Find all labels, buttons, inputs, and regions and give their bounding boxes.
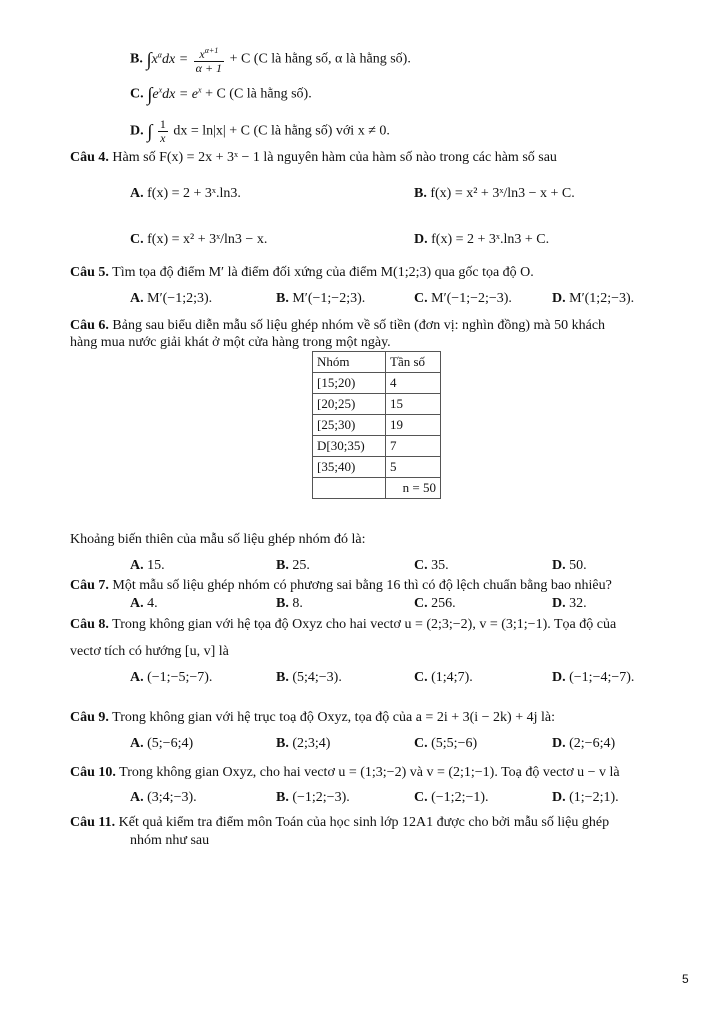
option-label: A. bbox=[130, 670, 144, 685]
table-row bbox=[313, 373, 441, 394]
option-text: (5;5;−6) bbox=[431, 736, 478, 751]
option-label: C. bbox=[414, 291, 428, 306]
option-text: 32. bbox=[569, 596, 587, 611]
option-text: (5;4;−3). bbox=[292, 670, 342, 685]
question-text: Hàm số F(x) = 2x + 3ˣ − 1 là nguyên hàm của hàm số nào trong các hàm số sau bbox=[112, 150, 557, 165]
q8-option-c bbox=[414, 670, 473, 686]
question-6 bbox=[70, 318, 605, 334]
option-text: dx = ln|x| + C (C là hằng số) với x ≠ 0. bbox=[173, 123, 390, 139]
header-cell: Nhóm bbox=[313, 352, 386, 373]
option-text: (3;4;−3). bbox=[147, 790, 197, 805]
option-label: B. bbox=[130, 51, 143, 67]
option-text: M′(1;2;−3). bbox=[569, 291, 635, 306]
integral-sign: ∫ bbox=[147, 121, 153, 143]
option-label: C. bbox=[414, 790, 428, 805]
option-label: B. bbox=[276, 670, 289, 685]
q6-option-d bbox=[552, 558, 587, 574]
q10-option-c bbox=[414, 790, 489, 806]
q5-option-c bbox=[414, 291, 512, 307]
question-5 bbox=[70, 265, 534, 281]
question-label: Câu 6. bbox=[70, 318, 109, 333]
group-cell: D[30;35) bbox=[313, 436, 386, 457]
question-label: Câu 8. bbox=[70, 617, 109, 632]
group-cell bbox=[313, 478, 386, 499]
option-label: D. bbox=[552, 790, 566, 805]
option-text: f(x) = x² + 3ˣ/ln3 − x + C. bbox=[430, 186, 575, 201]
math-expr: $e^xdx = e^x$ bbox=[152, 85, 202, 102]
frequency-table bbox=[312, 351, 441, 499]
question-label: Câu 10. bbox=[70, 765, 116, 780]
integral-sign: ∫ bbox=[146, 49, 152, 71]
option-text: M′(−1;−2;−3). bbox=[431, 291, 512, 306]
option-text: + C (C là hằng số). bbox=[205, 86, 312, 102]
q9-option-c bbox=[414, 736, 477, 752]
option-label: A. bbox=[130, 186, 144, 201]
option-label: B. bbox=[276, 736, 289, 751]
option-text: (1;−2;1). bbox=[569, 790, 619, 805]
q5-option-b bbox=[276, 291, 365, 307]
question-7 bbox=[70, 578, 612, 594]
question-10 bbox=[70, 765, 620, 781]
option-text: M′(−1;−2;3). bbox=[292, 291, 366, 306]
table-header-row bbox=[313, 352, 441, 373]
table-row bbox=[313, 415, 441, 436]
option-label: A. bbox=[130, 736, 144, 751]
question-label: Câu 9. bbox=[70, 710, 109, 725]
page-number: 5 bbox=[682, 972, 689, 986]
q6-option-a bbox=[130, 558, 165, 574]
table-row bbox=[313, 436, 441, 457]
option-text: M′(−1;2;3). bbox=[147, 291, 213, 306]
frequency-cell: 4 bbox=[386, 373, 441, 394]
option-text: 50. bbox=[569, 558, 587, 573]
option-label: C. bbox=[130, 232, 144, 247]
question-label: Câu 7. bbox=[70, 578, 109, 593]
question-text: Trong không gian Oxyz, cho hai vectơ u = (1;3;−2) và v = (2;1;−1). Toạ độ vectơ u − v là bbox=[119, 765, 620, 780]
question-text: Bảng sau biểu diễn mẫu số liệu ghép nhóm về số tiền (đơn vị: nghìn đồng) mà 50 khách bbox=[112, 318, 606, 333]
option-label: D. bbox=[552, 596, 566, 611]
option-text: f(x) = 2 + 3ˣ.ln3. bbox=[147, 186, 241, 201]
option-text: (1;4;7). bbox=[431, 670, 473, 685]
question-label: Câu 11. bbox=[70, 815, 116, 830]
table-row bbox=[313, 478, 441, 499]
fraction: $\frac{1}{x}$ bbox=[159, 117, 166, 145]
frequency-cell: 19 bbox=[386, 415, 441, 436]
option-text: 35. bbox=[431, 558, 449, 573]
q7-option-c bbox=[414, 596, 456, 612]
math-expr: $x^\alpha dx$ = bbox=[151, 50, 189, 67]
q8-option-d bbox=[552, 670, 634, 686]
frequency-cell: 5 bbox=[386, 457, 441, 478]
option-text: 25. bbox=[292, 558, 310, 573]
q6-option-c bbox=[414, 558, 449, 574]
q7-option-b bbox=[276, 596, 303, 612]
q10-option-a bbox=[130, 790, 197, 806]
option-text: (−1;−4;−7). bbox=[569, 670, 635, 685]
fraction: $\frac{x^{\alpha+1}}{\alpha + 1}$ bbox=[195, 46, 223, 75]
option-text: 4. bbox=[147, 596, 158, 611]
option-label: C. bbox=[414, 670, 428, 685]
integral-sign: ∫ bbox=[147, 84, 153, 106]
option-label: D. bbox=[552, 558, 566, 573]
question-text: Tìm tọa độ điểm M′ là điểm đối xứng của điểm M(1;2;3) qua gốc tọa độ O. bbox=[112, 265, 534, 280]
q7-option-a bbox=[130, 596, 158, 612]
question-8-line-2: vectơ tích có hướng [u, v] là bbox=[70, 644, 229, 659]
question-8 bbox=[70, 617, 616, 633]
option-label: B. bbox=[276, 790, 289, 805]
option-text: f(x) = x² + 3ˣ/ln3 − x. bbox=[147, 232, 268, 247]
option-text: (−1;−5;−7). bbox=[147, 670, 213, 685]
option-label: A. bbox=[130, 596, 144, 611]
option-label: C. bbox=[414, 558, 428, 573]
q4-option-c bbox=[130, 232, 267, 248]
option-label: A. bbox=[130, 558, 144, 573]
q9-option-b bbox=[276, 736, 330, 752]
option-label: B. bbox=[276, 291, 289, 306]
option-text: (−1;2;−1). bbox=[431, 790, 489, 805]
option-text: f(x) = 2 + 3ˣ.ln3 + C. bbox=[431, 232, 550, 247]
option-c-row bbox=[130, 82, 312, 104]
total-cell: n = 50 bbox=[386, 478, 441, 499]
option-text: + C (C là hằng số, α là hằng số). bbox=[229, 51, 411, 67]
question-text: Một mẫu số liệu ghép nhóm có phương sai bằng 16 thì có độ lệch chuẩn bằng bao nhiêu? bbox=[112, 578, 612, 593]
question-text: Trong không gian với hệ trục toạ độ Oxyz, tọa độ của a = 2i + 3(i − 2k) + 4j là: bbox=[112, 710, 555, 725]
option-b-row bbox=[130, 44, 411, 75]
table-row bbox=[313, 394, 441, 415]
group-cell: [20;25) bbox=[313, 394, 386, 415]
header-cell: Tần số bbox=[386, 352, 441, 373]
question-6-line-2: hàng mua nước giải khát ở một cửa hàng trong một ngày. bbox=[70, 335, 391, 350]
q6-option-b bbox=[276, 558, 310, 574]
option-label: C. bbox=[414, 596, 428, 611]
option-text: (5;−6;4) bbox=[147, 736, 194, 751]
option-text: (2;−6;4) bbox=[569, 736, 616, 751]
option-text: 15. bbox=[147, 558, 165, 573]
option-label: B. bbox=[414, 186, 427, 201]
option-text: (−1;2;−3). bbox=[292, 790, 350, 805]
q5-option-d bbox=[552, 291, 634, 307]
option-text: 256. bbox=[431, 596, 456, 611]
option-label: D. bbox=[552, 291, 566, 306]
option-text: 8. bbox=[292, 596, 303, 611]
q8-option-b bbox=[276, 670, 342, 686]
q8-option-a bbox=[130, 670, 212, 686]
question-text: Kết quả kiểm tra điểm môn Toán của học sinh lớp 12A1 được cho bởi mẫu số liệu ghép bbox=[118, 815, 610, 830]
frequency-cell: 15 bbox=[386, 394, 441, 415]
question-label: Câu 5. bbox=[70, 265, 109, 280]
table-row bbox=[313, 457, 441, 478]
q4-option-d bbox=[414, 232, 549, 248]
option-label: B. bbox=[276, 558, 289, 573]
question-label: Câu 4. bbox=[70, 150, 109, 165]
option-label: D. bbox=[414, 232, 428, 247]
q10-option-b bbox=[276, 790, 350, 806]
question-4 bbox=[70, 150, 557, 166]
question-11-line-2: nhóm như sau bbox=[130, 833, 210, 848]
q5-option-a bbox=[130, 291, 212, 307]
frequency-cell: 7 bbox=[386, 436, 441, 457]
q9-option-a bbox=[130, 736, 193, 752]
question-6-prompt: Khoảng biến thiên của mẫu số liệu ghép nhóm đó là: bbox=[70, 532, 366, 547]
q9-option-d bbox=[552, 736, 615, 752]
q7-option-d bbox=[552, 596, 587, 612]
q10-option-d bbox=[552, 790, 619, 806]
option-text: (2;3;4) bbox=[292, 736, 331, 751]
question-11 bbox=[70, 815, 609, 831]
option-d-row bbox=[130, 118, 390, 145]
option-label: D. bbox=[552, 670, 566, 685]
option-label: C. bbox=[130, 86, 144, 102]
option-label: B. bbox=[276, 596, 289, 611]
option-label: D. bbox=[552, 736, 566, 751]
question-text: Trong không gian với hệ tọa độ Oxyz cho hai vectơ u = (2;3;−2), v = (3;1;−1). Tọa độ của bbox=[112, 617, 617, 632]
group-cell: [15;20) bbox=[313, 373, 386, 394]
option-label: A. bbox=[130, 790, 144, 805]
option-label: D. bbox=[130, 123, 144, 139]
group-cell: [25;30) bbox=[313, 415, 386, 436]
q4-option-b bbox=[414, 186, 575, 202]
q4-option-a bbox=[130, 186, 241, 202]
group-cell: [35;40) bbox=[313, 457, 386, 478]
option-label: A. bbox=[130, 291, 144, 306]
option-label: C. bbox=[414, 736, 428, 751]
question-9 bbox=[70, 710, 555, 726]
